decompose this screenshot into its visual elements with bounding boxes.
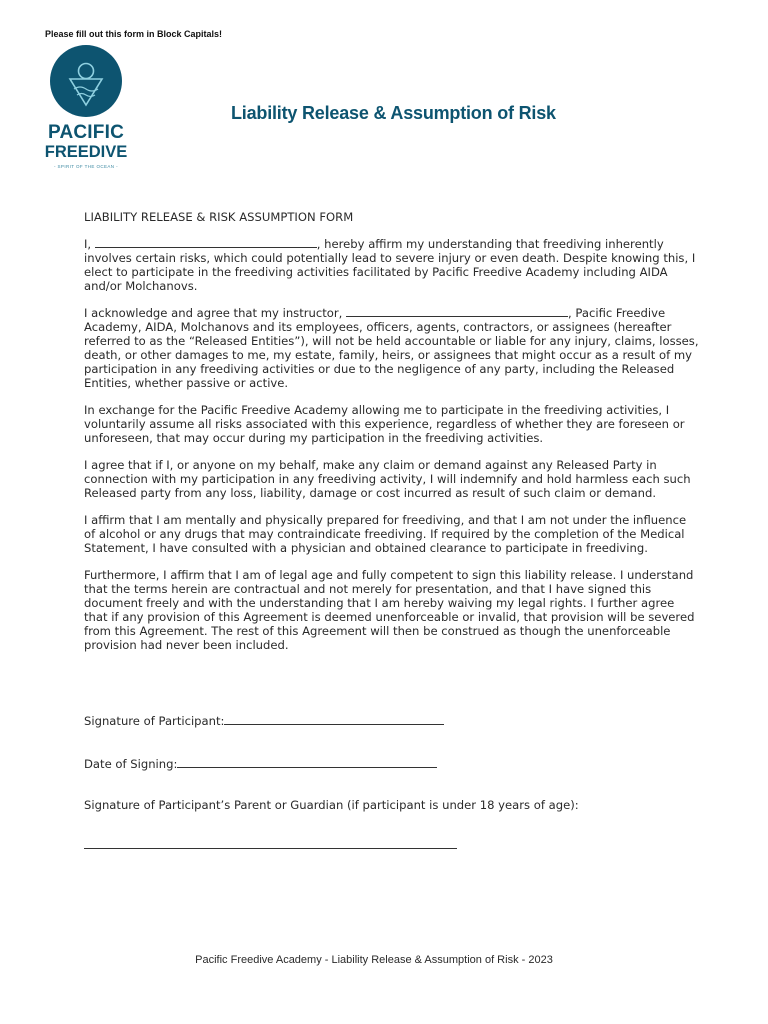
paragraph-acknowledgement-end: , Pacific Freedive Academy, AIDA, Molchanovs and its employees, officers, agents, contractors, or assignees (hereafter referred to as the “Released Entities”), will not be held accountable or liable for any injury, claims, losses, death, or other damages to me, my estate, family, heirs, or assignees that might occur as a result of my participation in any freediving activities or due to the negligence of any party, including the Released Entities, whether passive or active. — [84, 306, 699, 390]
pacific-freedive-logo — [44, 45, 128, 175]
document-title: Liability Release & Assumption of Risk — [231, 103, 556, 123]
participant-signature-field[interactable] — [224, 714, 444, 725]
guardian-signature-row-line — [84, 838, 457, 852]
paragraph-acknowledgement-start: I acknowledge and agree that my instructor, — [84, 306, 347, 320]
date-signing-row — [84, 757, 437, 771]
guardian-signature-field[interactable] — [84, 838, 457, 849]
guardian-signature-row — [84, 798, 579, 812]
logo-emblem — [50, 45, 122, 117]
guardian-signature-label: Signature of Participant’s Parent or Guardian (if participant is under 18 years of age): — [84, 798, 579, 812]
fill-instruction: Please fill out this form in Block Capitals! — [45, 29, 223, 39]
participant-signature-row — [84, 714, 444, 728]
form-heading: LIABILITY RELEASE & RISK ASSUMPTION FORM — [84, 210, 354, 224]
page-footer: Pacific Freedive Academy - Liability Release & Assumption of Risk - 2023 — [195, 954, 553, 966]
paragraph-affirmation-start: I, — [84, 237, 95, 251]
paragraph-fitness: I affirm that I am mentally and physically prepared for freediving, and that I am not under the influence of alcohol or any drugs that may contraindicate freediving. If required by the completion of the Medical Statement, I have consulted with a physician and obtained clearance to participate in freediving. — [84, 513, 687, 555]
brand-tagline: - SPIRIT OF THE OCEAN - — [53, 163, 119, 169]
instructor-name-field[interactable] — [346, 306, 568, 317]
paragraph-acknowledgement — [84, 306, 699, 390]
participant-signature-label: Signature of Participant: — [84, 714, 225, 728]
participant-name-field[interactable] — [95, 237, 317, 248]
paragraph-indemnity: I agree that if I, or anyone on my behalf, make any claim or demand against any Released Party in connection with my participation in any freediving activity, I will indemnify and hold harmless each such Released party from any loss, liability, damage or cost incurred as result of such claim or demand. — [84, 458, 691, 500]
form-body — [84, 210, 699, 665]
paragraph-assumption: In exchange for the Pacific Freedive Academy allowing me to participate in the freediving activities, I voluntarily assume all risks associated with this experience, regardless of whether they are foreseen or unforeseen, that may occur during my participation in the freediving activities. — [84, 403, 685, 445]
paragraph-legal-age: Furthermore, I affirm that I am of legal age and fully competent to sign this liability release. I understand that the terms herein are contractual and not merely for presentation, and that I have signed this document freely and with the understanding that I am hereby waiving my legal rights. I further agree that if any provision of this Agreement is deemed unenforceable or invalid, that provision will be severed from this Agreement. The rest of this Agreement will then be construed as though the unenforceable provision had never been included. — [84, 568, 695, 652]
brand-name-line2: FREEDIVE — [44, 143, 128, 161]
diver-triangle-icon — [50, 45, 122, 117]
paragraph-affirmation — [84, 237, 699, 293]
date-signing-label: Date of Signing: — [84, 757, 178, 771]
brand-name-line1: PACIFIC — [48, 122, 124, 143]
date-signing-field[interactable] — [177, 757, 437, 768]
paragraph-affirmation-end: , hereby affirm my understanding that freediving inherently involves certain risks, which could potentially lead to severe injury or even death. Despite knowing this, I elect to participate in the freediving activities facilitated by Pacific Freedive Academy including AIDA and/or Molchanovs. — [84, 237, 696, 293]
